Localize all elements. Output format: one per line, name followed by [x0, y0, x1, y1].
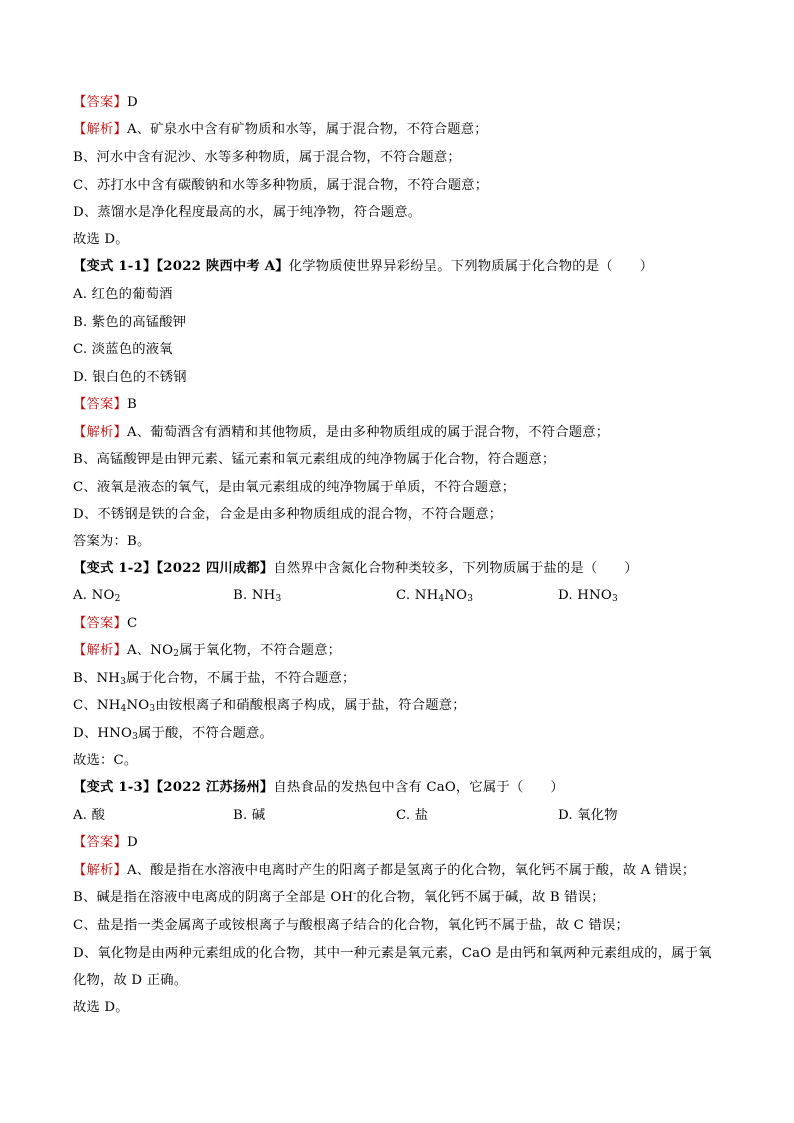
stem-text: 化学物质使世界异彩纷呈。下列物质属于化合物的是（ ） [288, 259, 654, 274]
answer-label: 【答案】 [73, 397, 127, 412]
conclusion-line: 答案为：B。 [73, 534, 151, 549]
answer-line [73, 833, 138, 853]
answer-line [73, 614, 137, 634]
answer-value: C [127, 616, 138, 631]
option-a: A. 酸 [73, 808, 106, 823]
answer-value: D [127, 95, 138, 110]
conclusion-line: 故选 D。 [73, 232, 129, 247]
analysis-line: D、氧化物是由两种元素组成的化合物，其中一种元素是氧元素，CaO 是由钙和氧两种元素组成的，属于氧 [73, 946, 712, 961]
analysis-line: C、盐是指一类金属离子或铵根离子与酸根离子结合的化合物，氧化钙不属于盐，故 C 错误； [73, 918, 629, 933]
question-stem [73, 559, 638, 579]
analysis-line: B、河水中含有泥沙、水等多种物质，属于混合物，不符合题意； [73, 150, 461, 165]
variant-tag: 【变式 1-3】 [73, 780, 157, 795]
answer-line [73, 93, 138, 113]
analysis-text: A、葡萄酒含有酒精和其他物质，是由多种物质组成的属于混合物，不符合题意； [127, 425, 610, 440]
analysis-label: 【解析】 [73, 643, 127, 658]
conclusion-line: 故选 D。 [73, 1000, 129, 1015]
source-tag: 【2022 四川成都】 [156, 561, 274, 576]
analysis-label: 【解析】 [73, 122, 127, 137]
question-stem [73, 257, 653, 277]
analysis-label: 【解析】 [73, 425, 127, 440]
question-stem [73, 778, 564, 798]
analysis-line: D、蒸馏水是净化程度最高的水，属于纯净物，符合题意。 [73, 205, 422, 220]
analysis-line: B、高锰酸钾是由钾元素、锰元素和氧元素组成的纯净物属于化合物，符合题意； [73, 452, 556, 467]
option-a: A. 红色的葡萄酒 [73, 287, 173, 302]
variant-tag: 【变式 1-1】 [73, 259, 157, 274]
analysis-line: 化物，故 D 正确。 [73, 973, 188, 988]
analysis-line: B、碱是指在溶液中电离成的阴离子全部是 OH-的化合物，氧化钙不属于碱，故 B 错误； [73, 889, 605, 905]
analysis-label: 【解析】 [73, 863, 127, 878]
option-b: B. 紫色的高锰酸钾 [73, 315, 187, 330]
option-c: C. $NH_4NO_3$ [396, 588, 474, 604]
option-b: B. $NH_3$ [233, 588, 282, 604]
stem-text: 自热食品的发热包中含有 CaO，它属于（ ） [273, 780, 564, 795]
analysis-line: D、$HNO_3$属于酸，不符合题意。 [73, 726, 273, 742]
variant-tag: 【变式 1-2】 [73, 561, 157, 576]
analysis-line: C、液氧是液态的氧气，是由氧元素组成的纯净物属于单质，不符合题意； [73, 480, 516, 495]
option-d: D. $HNO_3$ [558, 588, 618, 604]
option-d: D. 银白色的不锈钢 [73, 370, 187, 385]
answer-line [73, 395, 137, 415]
option-c: C. 盐 [396, 808, 429, 823]
analysis-line [73, 423, 609, 443]
analysis-text: A、矿泉水中含有矿物质和水等，属于混合物，不符合题意； [127, 122, 488, 137]
answer-label: 【答案】 [73, 835, 127, 850]
conclusion-line: 故选：C。 [73, 753, 138, 768]
source-tag: 【2022 陕西中考 A】 [156, 259, 289, 274]
answer-value: D [127, 835, 138, 850]
option-c: C. 淡蓝色的液氧 [73, 342, 173, 357]
stem-text: 自然界中含氮化合物种类较多，下列物质属于盐的是（ ） [273, 561, 638, 576]
analysis-line: 【解析】A、$NO_2$属于氧化物，不符合题意； [73, 643, 342, 659]
option-b: B. 碱 [233, 808, 266, 823]
answer-label: 【答案】 [73, 95, 127, 110]
option-a: A. $NO_2$ [73, 588, 121, 604]
analysis-line: B、$NH_3$属于化合物，不属于盐，不符合题意； [73, 671, 356, 687]
analysis-line: C、$NH_4NO_3$由铵根离子和硝酸根离子构成，属于盐，符合题意； [73, 698, 466, 714]
analysis-line: D、不锈钢是铁的合金，合金是由多种物质组成的混合物，不符合题意； [73, 507, 503, 522]
answer-value: B [127, 397, 137, 412]
source-tag: 【2022 江苏扬州】 [156, 780, 274, 795]
analysis-line: 【解析】A、酸是指在水溶液中电离时产生的阳离子都是氢离子的化合物，氧化钙不属于酸，故 A 错误； [73, 863, 696, 878]
answer-label: 【答案】 [73, 616, 127, 631]
option-d: D. 氧化物 [558, 808, 618, 823]
analysis-line: C、苏打水中含有碳酸钠和水等多种物质，属于混合物，不符合题意； [73, 178, 489, 193]
analysis-line [73, 120, 488, 140]
